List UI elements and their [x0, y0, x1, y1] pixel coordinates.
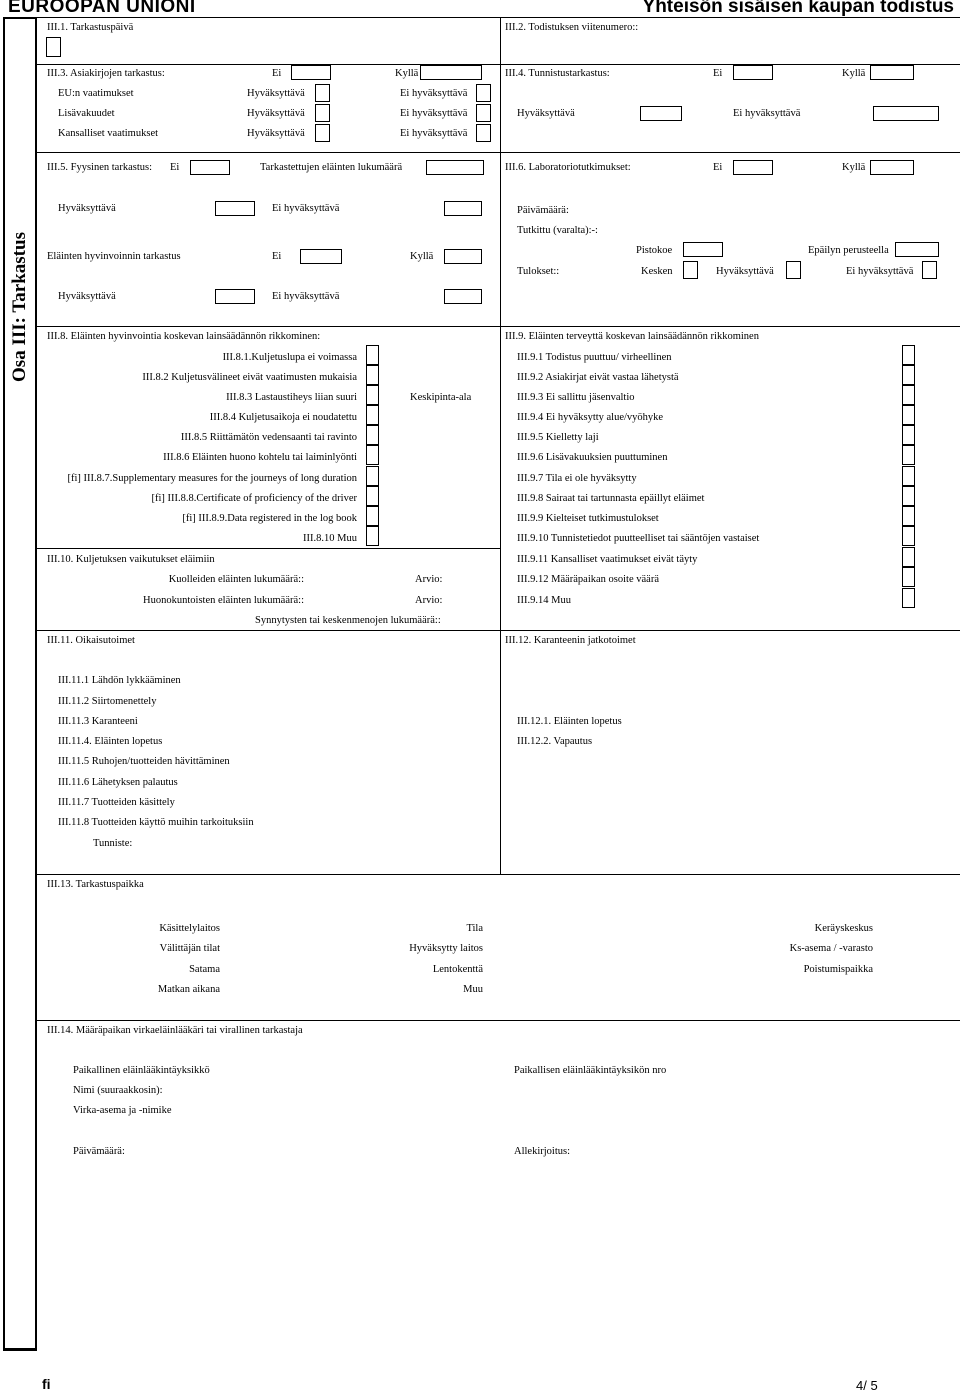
doc-row-1-accept-checkbox[interactable]: [315, 84, 330, 102]
place-option-col3: Ks-asema / -varasto: [789, 943, 873, 954]
welfare-breach-item: III.8.4 Kuljetusaikoja ei noudatettu: [209, 412, 357, 423]
physical-count-label: Tarkastettujen eläinten lukumäärä: [260, 162, 403, 173]
doc-row-3-accept-checkbox[interactable]: [315, 124, 330, 142]
lab-pending-checkbox[interactable]: [683, 261, 698, 279]
quarantine-action-item: III.12.1. Eläinten lopetus: [517, 716, 622, 727]
section-3-6-title: III.6. Laboratoriotutkimukset:: [505, 162, 631, 173]
lab-kylla-label: Kyllä: [842, 162, 866, 173]
health-breach-checkbox[interactable]: [902, 506, 915, 526]
id-check-accept-checkbox[interactable]: [640, 106, 682, 121]
doc-row-3-reject-checkbox[interactable]: [476, 124, 491, 142]
health-breach-item: III.9.6 Lisävakuuksien puuttuminen: [517, 452, 668, 463]
births-abortions-label: Synnytysten tai keskenmenojen lukumäärä::: [255, 615, 441, 626]
place-option-col3: Keräyskeskus: [814, 923, 873, 934]
section-3-11-title: III.11. Oikaisutoimet: [47, 635, 135, 646]
lab-suspicion-checkbox[interactable]: [895, 242, 939, 257]
welfare-breach-item: III.8.1.Kuljetuslupa ei voimassa: [222, 352, 357, 363]
doc-row-1-reject-checkbox[interactable]: [476, 84, 491, 102]
physical-ei-label: Ei: [170, 162, 180, 173]
section-3-2-title: III.2. Todistuksen viitenumero::: [505, 22, 639, 33]
id-check-ei-label: Ei: [713, 68, 723, 79]
section-3-14-title: III.14. Määräpaikan virkaeläinlääkäri tai virallinen tarkastaja: [47, 1025, 303, 1036]
lab-ei-label: Ei: [713, 162, 723, 173]
physical-reject-checkbox[interactable]: [444, 201, 482, 216]
health-breach-checkbox[interactable]: [902, 547, 915, 567]
welfare-breach-checkbox[interactable]: [366, 506, 379, 526]
health-breach-checkbox[interactable]: [902, 385, 915, 405]
welfare-breach-item: [fi] III.8.9.Data registered in the log book: [182, 513, 357, 524]
physical-count-field[interactable]: [426, 160, 484, 175]
doc-row-2-accept-checkbox[interactable]: [315, 104, 330, 122]
welfare-accept-label: Hyväksyttävä: [58, 291, 116, 302]
lab-ei-checkbox[interactable]: [733, 160, 773, 175]
welfare-breach-checkbox[interactable]: [366, 365, 379, 385]
physical-reject-label: Ei hyväksyttävä: [272, 203, 340, 214]
welfare-check-label: Eläinten hyvinvoinnin tarkastus: [47, 251, 181, 262]
doc-row-2-reject-label: Ei hyväksyttävä: [400, 108, 468, 119]
health-breach-checkbox[interactable]: [902, 486, 915, 506]
health-breach-checkbox[interactable]: [902, 445, 915, 465]
health-breach-item: III.9.3 Ei sallittu jäsenvaltio: [517, 392, 635, 403]
lab-reject-label: Ei hyväksyttävä: [846, 266, 914, 277]
section-3-13-title: III.13. Tarkastuspaikka: [47, 879, 144, 890]
doc-check-kylla-label: Kyllä: [395, 68, 419, 79]
welfare-accept-checkbox[interactable]: [215, 289, 255, 304]
welfare-breach-item: III.8.10 Muu: [303, 533, 357, 544]
health-breach-checkbox[interactable]: [902, 425, 915, 445]
doc-row-3-reject-label: Ei hyväksyttävä: [400, 128, 468, 139]
health-breach-item: III.9.8 Sairaat tai tartunnasta epäillyt eläimet: [517, 493, 705, 504]
unfit-estimate-label: Arvio:: [415, 595, 443, 606]
health-breach-item: III.9.14 Muu: [517, 595, 571, 606]
welfare-ei-label: Ei: [272, 251, 282, 262]
local-unit-number-label: Paikallisen eläinlääkintäyksikön nro: [514, 1065, 667, 1076]
health-breach-checkbox[interactable]: [902, 405, 915, 425]
health-breach-item: III.9.4 Ei hyväksytty alue/vyöhyke: [517, 412, 664, 423]
welfare-breach-item: III.8.5 Riittämätön vedensaanti tai ravinto: [180, 432, 357, 443]
welfare-breach-checkbox[interactable]: [366, 486, 379, 506]
welfare-breach-checkbox[interactable]: [366, 425, 379, 445]
section-3-9-title: III.9. Eläinten terveyttä koskevan lainsäädännön rikkominen: [505, 331, 759, 342]
quarantine-action-item: III.12.2. Vapautus: [517, 736, 593, 747]
section-3-1-title: III.1. Tarkastuspäivä: [47, 22, 134, 33]
health-breach-item: III.9.2 Asiakirjat eivät vastaa lähetystä: [517, 372, 679, 383]
health-breach-item: III.9.12 Määräpaikan osoite väärä: [517, 574, 659, 585]
corrective-measure-item: III.11.4. Eläinten lopetus: [58, 736, 163, 747]
place-option-col1: Matkan aikana: [157, 984, 220, 995]
welfare-breach-checkbox[interactable]: [366, 445, 379, 465]
signature-label: Allekirjoitus:: [514, 1146, 570, 1157]
welfare-breach-item: III.8.6 Eläinten huono kohtelu tai laiminlyönti: [163, 452, 357, 463]
id-check-kylla-label: Kyllä: [842, 68, 866, 79]
hline-4: [37, 548, 500, 549]
id-check-kylla-checkbox[interactable]: [870, 65, 914, 80]
hline-3: [37, 326, 960, 327]
name-label: Nimi (suuraakkosin):: [73, 1085, 163, 1096]
health-breach-checkbox[interactable]: [902, 365, 915, 385]
welfare-breach-checkbox[interactable]: [366, 526, 379, 546]
lab-reject-checkbox[interactable]: [922, 261, 937, 279]
doc-row-1-label: EU:n vaatimukset: [58, 88, 134, 99]
corrective-measure-item: III.11.1 Lähdön lykkääminen: [58, 675, 181, 686]
place-option-col2: Tila: [466, 923, 483, 934]
health-breach-item: III.9.11 Kansalliset vaatimukset eivät täyty: [517, 554, 698, 565]
lab-date-label: Päivämäärä:: [517, 205, 569, 216]
lab-random-label: Pistokoe: [636, 245, 673, 256]
dead-animals-label: Kuolleiden eläinten lukumäärä::: [168, 574, 304, 585]
welfare-breach-item: III.8.3 Lastaustiheys liian suuri: [226, 392, 357, 403]
hline-6: [37, 874, 960, 875]
section-3-4-title: III.4. Tunnistustarkastus:: [505, 68, 610, 79]
inspection-date-checkbox[interactable]: [46, 37, 61, 57]
place-option-col1: Välittäjän tilat: [159, 943, 220, 954]
welfare-breach-checkbox[interactable]: [366, 385, 379, 405]
doc-row-1-reject-label: Ei hyväksyttävä: [400, 88, 468, 99]
doc-row-3-accept-label: Hyväksyttävä: [247, 128, 305, 139]
identifier-label: Tunniste:: [93, 838, 133, 849]
doc-check-ei-checkbox[interactable]: [291, 65, 331, 80]
vline-mid: [500, 17, 501, 874]
header-certificate-title: Yhteisön sisäisen kaupan todistus: [642, 0, 954, 17]
doc-row-2-accept-label: Hyväksyttävä: [247, 108, 305, 119]
health-breach-checkbox[interactable]: [902, 567, 915, 587]
lab-results-label: Tulokset::: [517, 266, 560, 277]
lab-suspicion-label: Epäilyn perusteella: [808, 245, 889, 256]
local-unit-label: Paikallinen eläinlääkintäyksikkö: [73, 1065, 210, 1076]
post-title-label: Virka-asema ja -nimike: [73, 1105, 172, 1116]
health-breach-checkbox[interactable]: [902, 588, 915, 608]
place-option-col2: Muu: [463, 984, 483, 995]
dead-estimate-label: Arvio:: [415, 574, 443, 585]
unfit-animals-label: Huonokuntoisten eläinten lukumäärä::: [143, 595, 304, 606]
welfare-reject-checkbox[interactable]: [444, 289, 482, 304]
corrective-measure-item: III.11.5 Ruhojen/tuotteiden hävittäminen: [58, 756, 230, 767]
welfare-breach-item: [fi] III.8.7.Supplementary measures for the journeys of long duration: [67, 473, 357, 484]
welfare-breach-checkbox[interactable]: [366, 405, 379, 425]
place-option-col1: Käsittelylaitos: [159, 923, 220, 934]
physical-accept-label: Hyväksyttävä: [58, 203, 116, 214]
doc-row-3-label: Kansalliset vaatimukset: [58, 128, 159, 139]
lab-random-checkbox[interactable]: [683, 242, 723, 257]
corrective-measure-item: III.11.6 Lähetyksen palautus: [58, 777, 178, 788]
welfare-breach-item: III.8.2 Kuljetusvälineet eivät vaatimusten mukaisia: [142, 372, 357, 383]
physical-accept-checkbox[interactable]: [215, 201, 255, 216]
welfare-reject-label: Ei hyväksyttävä: [272, 291, 340, 302]
section-3-10-title: III.10. Kuljetuksen vaikutukset eläimiin: [47, 554, 215, 565]
language-code: fi: [42, 1376, 51, 1392]
header-eu-title: EUROOPAN UNIONI: [8, 0, 196, 17]
section-3-3-title: III.3. Asiakirjojen tarkastus:: [47, 68, 165, 79]
hline-1: [37, 64, 960, 65]
health-breach-checkbox[interactable]: [902, 345, 915, 365]
welfare-breach-checkbox[interactable]: [366, 345, 379, 365]
health-breach-item: III.9.5 Kielletty laji: [517, 432, 599, 443]
side-frame: [3, 17, 37, 1351]
corrective-measure-item: III.11.7 Tuotteiden käsittely: [58, 797, 175, 808]
place-option-col1: Satama: [189, 964, 220, 975]
corrective-measure-item: III.11.8 Tuotteiden käyttö muihin tarkoituksiin: [58, 817, 254, 828]
section-3-5-title: III.5. Fyysinen tarkastus:: [47, 162, 152, 173]
id-check-reject-label: Ei hyväksyttävä: [733, 108, 801, 119]
doc-row-2-label: Lisävakuudet: [58, 108, 115, 119]
doc-check-kylla-checkbox[interactable]: [420, 65, 482, 80]
id-check-ei-checkbox[interactable]: [733, 65, 773, 80]
welfare-breach-checkbox[interactable]: [366, 466, 379, 486]
lab-kylla-checkbox[interactable]: [870, 160, 914, 175]
health-breach-item: III.9.1 Todistus puuttuu/ virheellinen: [517, 352, 672, 363]
welfare-kylla-checkbox[interactable]: [444, 249, 482, 264]
welfare-kylla-label: Kyllä: [410, 251, 434, 262]
welfare-breach-item: [fi] III.8.8.Certificate of proficiency of the driver: [151, 493, 357, 504]
lab-pending-label: Kesken: [641, 266, 673, 277]
lab-accept-checkbox[interactable]: [786, 261, 801, 279]
average-area-label: Keskipinta-ala: [410, 392, 472, 403]
place-option-col2: Hyväksytty laitos: [409, 943, 483, 954]
doc-row-1-accept-label: Hyväksyttävä: [247, 88, 305, 99]
place-option-col3: Poistumispaikka: [803, 964, 873, 975]
id-check-reject-checkbox[interactable]: [873, 106, 939, 121]
hline-2: [37, 152, 960, 153]
health-breach-checkbox[interactable]: [902, 526, 915, 546]
doc-check-ei-label: Ei: [272, 68, 282, 79]
doc-row-2-reject-checkbox[interactable]: [476, 104, 491, 122]
hline-top: [37, 17, 960, 18]
lab-tested-label: Tutkittu (varalta):-:: [517, 225, 598, 236]
place-option-col2: Lentokenttä: [432, 964, 483, 975]
hline-5: [37, 630, 960, 631]
health-breach-item: III.9.7 Tila ei ole hyväksytty: [517, 473, 637, 484]
health-breach-checkbox[interactable]: [902, 466, 915, 486]
section-3-8-title: III.8. Eläinten hyvinvointia koskevan lainsäädännön rikkominen:: [47, 331, 321, 342]
id-check-accept-label: Hyväksyttävä: [517, 108, 575, 119]
corrective-measure-item: III.11.2 Siirtomenettely: [58, 696, 157, 707]
health-breach-item: III.9.9 Kielteiset tutkimustulokset: [517, 513, 659, 524]
page-number: 4/ 5: [856, 1378, 878, 1393]
lab-accept-label: Hyväksyttävä: [716, 266, 774, 277]
date-label: Päivämäärä:: [73, 1146, 125, 1157]
section-3-12-title: III.12. Karanteenin jatkotoimet: [505, 635, 636, 646]
welfare-ei-checkbox[interactable]: [300, 249, 342, 264]
side-label: Osa III: Tarkastus: [9, 232, 30, 382]
health-breach-item: III.9.10 Tunnistetiedot puutteelliset tai sääntöjen vastaiset: [517, 533, 760, 544]
corrective-measure-item: III.11.3 Karanteeni: [58, 716, 138, 727]
physical-ei-checkbox[interactable]: [190, 160, 230, 175]
hline-7: [37, 1020, 960, 1021]
